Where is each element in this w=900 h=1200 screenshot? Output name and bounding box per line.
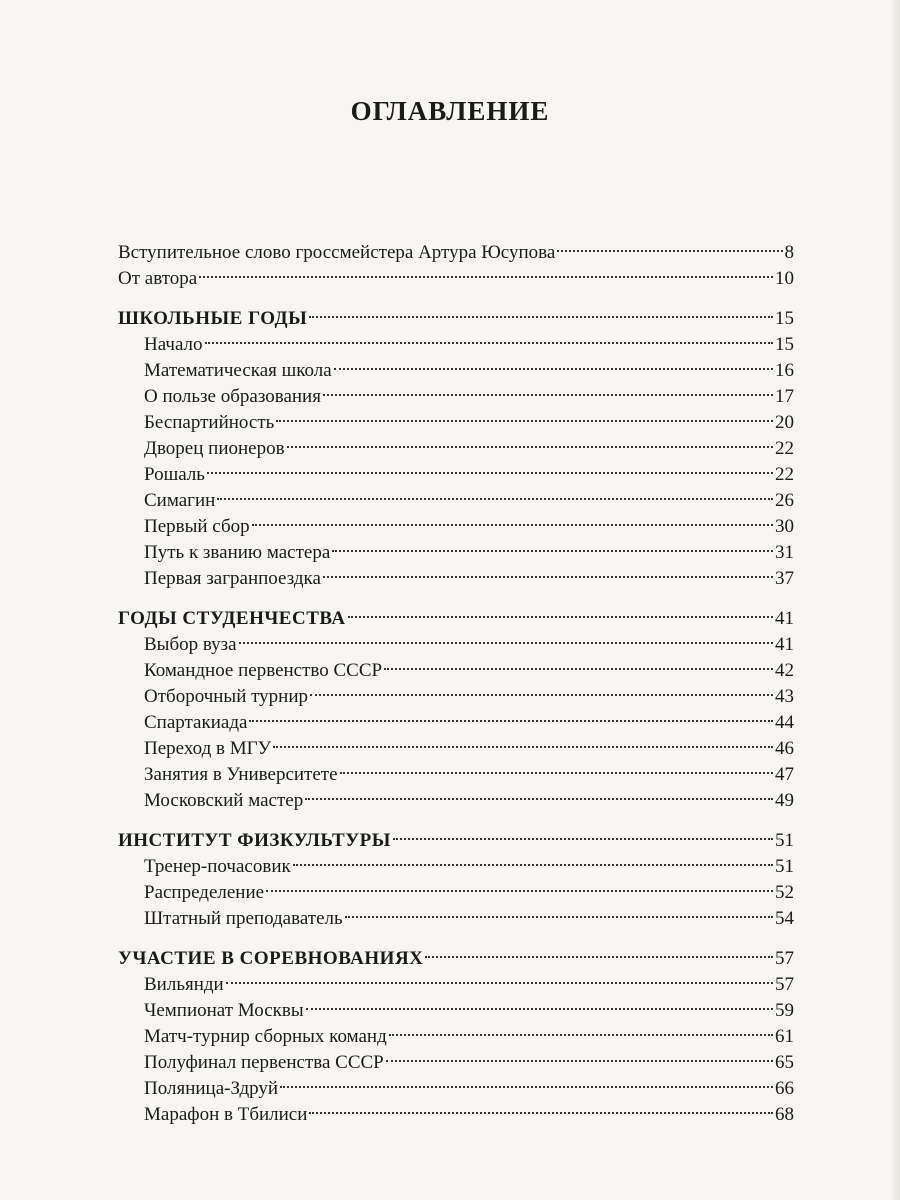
toc-section-title: ГОДЫ СТУДЕНЧЕСТВА: [118, 608, 346, 629]
toc-section-competitions: [118, 938, 794, 969]
toc-section-school-years: [118, 298, 794, 329]
toc-entry-label: Поляница-Здруй: [144, 1078, 279, 1099]
dot-leader: [305, 780, 773, 806]
toc-entry-label: Выбор вуза: [144, 634, 237, 655]
toc-entry-page: 43: [775, 686, 794, 707]
toc-entry: [118, 324, 794, 355]
dot-leader: [306, 990, 773, 1016]
toc-entry-label: О пользе образования: [144, 386, 321, 407]
toc-entry-page: 47: [775, 764, 794, 785]
dot-leader: [199, 258, 773, 284]
table-of-contents: [118, 232, 794, 1125]
toc-section-title: ИНСТИТУТ ФИЗКУЛЬТУРЫ: [118, 830, 391, 851]
toc-entry-page: 31: [775, 542, 794, 563]
dot-leader: [207, 454, 773, 480]
dot-leader: [239, 624, 773, 650]
dot-leader: [340, 754, 773, 780]
toc-entry-page: 37: [775, 568, 794, 589]
dot-leader: [384, 650, 773, 676]
toc-entry-page: 17: [775, 386, 794, 407]
toc-entry-label: Вильянди: [144, 974, 224, 995]
dot-leader: [276, 402, 773, 428]
toc-entry-label: Дворец пионеров: [144, 438, 285, 459]
toc-entry-label: Математическая школа: [144, 360, 332, 381]
dot-leader: [345, 898, 773, 924]
toc-entry-page: 8: [784, 242, 794, 263]
toc-entry: [118, 506, 794, 537]
toc-entry-label: Беспартийность: [144, 412, 275, 433]
toc-entry-page: 61: [775, 1026, 794, 1047]
dot-leader: [332, 532, 773, 558]
dot-leader: [252, 506, 773, 532]
toc-entry-page: 52: [775, 882, 794, 903]
toc-entry-page: 42: [775, 660, 794, 681]
toc-entry-page: 10: [775, 268, 794, 289]
toc-section-page: 41: [775, 608, 794, 629]
toc-entry-page: 68: [775, 1104, 794, 1125]
toc-entry-page: 54: [775, 908, 794, 929]
toc-section-page: 15: [775, 308, 794, 329]
toc-entry-label: Штатный преподаватель: [144, 908, 343, 929]
toc-entry-page: 15: [775, 334, 794, 355]
toc-entry-author-note: [118, 258, 794, 289]
toc-entry-label: Полуфинал первенства СССР: [144, 1052, 384, 1073]
toc-entry-label: Симагин: [144, 490, 216, 511]
toc-section-page: 51: [775, 830, 794, 851]
dot-leader: [334, 350, 773, 376]
toc-entry-label: Рошаль: [144, 464, 205, 485]
toc-entry-page: 51: [775, 856, 794, 877]
toc-entry-page: 26: [775, 490, 794, 511]
toc-entry-page: 65: [775, 1052, 794, 1073]
toc-entry-label: Командное первенство СССР: [144, 660, 383, 681]
toc-entry-label: Занятия в Университете: [144, 764, 338, 785]
toc-entry-label: Матч-турнир сборных команд: [144, 1026, 387, 1047]
toc-entry-label: Первая загранпоездка: [144, 568, 321, 589]
dot-leader: [557, 232, 782, 258]
dot-leader: [323, 376, 773, 402]
toc-entry-label: Чемпионат Москвы: [144, 1000, 304, 1021]
page-edge-shadow: [890, 0, 900, 1200]
toc-entry-page: 49: [775, 790, 794, 811]
dot-leader: [309, 1094, 773, 1120]
toc-entry-page: 44: [775, 712, 794, 733]
toc-entry-label: Спартакиада: [144, 712, 248, 733]
dot-leader: [293, 846, 773, 872]
dot-leader: [287, 428, 773, 454]
dot-leader: [280, 1068, 773, 1094]
toc-entry-label: От автора: [118, 268, 198, 289]
toc-entry-foreword: [118, 232, 794, 263]
toc-entry-label: Путь к званию мастера: [144, 542, 331, 563]
dot-leader: [386, 1042, 773, 1068]
dot-leader: [389, 1016, 773, 1042]
dot-leader: [273, 728, 773, 754]
toc-entry-page: 41: [775, 634, 794, 655]
toc-section-phys-ed-institute: [118, 820, 794, 851]
dot-leader: [425, 938, 773, 964]
toc-entry-label: Марафон в Тбилиси: [144, 1104, 308, 1125]
toc-entry-label: Начало: [144, 334, 203, 355]
toc-entry-label: Московский мастер: [144, 790, 304, 811]
toc-entry-page: 22: [775, 438, 794, 459]
dot-leader: [266, 872, 773, 898]
toc-entry-label: Распределение: [144, 882, 265, 903]
toc-entry-page: 59: [775, 1000, 794, 1021]
dot-leader: [393, 820, 773, 846]
toc-section-page: 57: [775, 948, 794, 969]
toc-entry-label: Вступительное слово гроссмейстера Артура Юсупова: [118, 242, 556, 263]
toc-entry-page: 66: [775, 1078, 794, 1099]
toc-section-student-years: [118, 598, 794, 629]
toc-entry: [118, 480, 794, 511]
toc-entry-page: 57: [775, 974, 794, 995]
toc-entry-label: Отборочный турнир: [144, 686, 308, 707]
toc-section-title: ШКОЛЬНЫЕ ГОДЫ: [118, 308, 308, 329]
dot-leader: [323, 558, 773, 584]
dot-leader: [309, 298, 773, 324]
toc-entry-label: Тренер-почасовик: [144, 856, 291, 877]
toc-entry-page: 30: [775, 516, 794, 537]
dot-leader: [348, 598, 773, 624]
toc-entry-label: Первый сбор: [144, 516, 250, 537]
toc-entry: [118, 350, 794, 381]
toc-entry-label: Переход в МГУ: [144, 738, 272, 759]
toc-section-title: УЧАСТИЕ В СОРЕВНОВАНИЯХ: [118, 948, 424, 969]
dot-leader: [217, 480, 773, 506]
dot-leader: [310, 676, 773, 702]
dot-leader: [226, 964, 773, 990]
toc-entry: [118, 454, 794, 485]
toc-entry-page: 20: [775, 412, 794, 433]
dot-leader: [205, 324, 773, 350]
toc-entry-page: 22: [775, 464, 794, 485]
dot-leader: [249, 702, 773, 728]
toc-entry-page: 16: [775, 360, 794, 381]
toc-entry-page: 46: [775, 738, 794, 759]
page-title: ОГЛАВЛЕНИЕ: [350, 96, 550, 126]
